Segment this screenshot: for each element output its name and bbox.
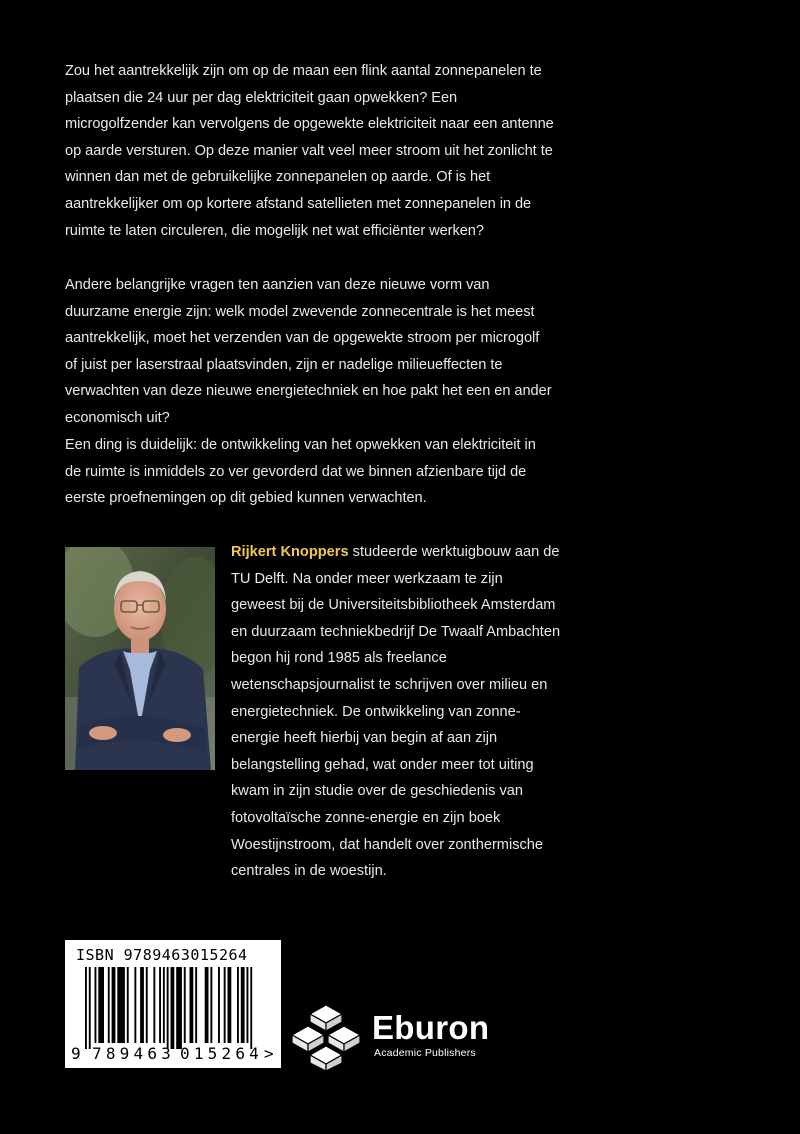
barcode-bar xyxy=(140,967,144,1043)
barcode-bar xyxy=(159,967,161,1043)
barcode-bar xyxy=(167,967,169,1049)
author-name: Rijkert Knoppers xyxy=(231,544,349,560)
barcode-bar xyxy=(218,967,220,1043)
intro-paragraph: Zou het aantrekkelijk zijn om op de maan een flink aantal zonnepanelen te plaatsen die 24 uur per dag elektriciteit gaan opwekken? Een microgolfzender kan vervolgens de opgewekte elektriciteit naar een antenne op aarde versturen. Op deze manier valt veel meer stroom uit het zonlicht te winnen dan met de gebruikelijke zonnepanelen op aarde. Of is het aantrekkelijker om op kortere afstand satellieten met zonnepanelen in de ruimte te laten circuleren, die mogelijk net wat efficiënter werken? xyxy=(65,63,554,239)
publisher-name: Eburon xyxy=(372,1009,490,1046)
author-bio xyxy=(231,539,561,885)
isbn-barcode xyxy=(65,940,281,1068)
barcode-bar xyxy=(85,967,87,1049)
barcode-bar xyxy=(184,967,186,1043)
barcode-bar xyxy=(117,967,125,1043)
eburon-logo-icon xyxy=(290,1002,362,1072)
barcode-digit-end: > xyxy=(264,1044,274,1063)
barcode-bar xyxy=(163,967,165,1043)
isbn-label: ISBN 9789463015264 xyxy=(76,946,248,964)
barcode-bar xyxy=(134,967,136,1043)
barcode-digit-group-2: 015264 xyxy=(180,1044,263,1063)
barcode-digits xyxy=(65,1044,281,1066)
publisher-subtitle: Academic Publishers xyxy=(374,1047,476,1059)
conclusion-paragraph: Een ding is duidelijk: de ontwikkeling van het opwekken van elektriciteit in de ruimte is inmiddels zo ver gevorderd dat we binnen afzienbare tijd de eerste proefnemingen op dit gebied kunnen verwachten. xyxy=(65,437,536,507)
barcode-bar xyxy=(190,967,194,1043)
author-bio-text: studeerde werktuigbouw aan de TU Delft. Na onder meer werkzaam te zijn geweest bij de Universiteitsbibliotheek Amsterdam en duurzaam techniekbedrijf De Twaalf Ambachten begon hij rond 1985 als freelance wetenschapsjournalist te schrijven over milieu en energietechniek. De ontwikkeling van zonne-energie heeft hierbij van begin af aan zijn belangstelling gehad, wat onder meer tot uiting kwam in zijn studie over de geschiedenis van fotovoltaïsche zonne-energie en zijn boek Woestijnstroom, dat handelt over zonthermische centrales in de woestijn. xyxy=(231,544,561,880)
barcode-bar xyxy=(210,967,212,1043)
barcode-bar xyxy=(228,967,232,1043)
barcode-bar xyxy=(241,967,245,1043)
barcode-bar xyxy=(247,967,249,1043)
barcode-bar xyxy=(171,967,175,1049)
barcode-bar xyxy=(95,967,97,1043)
barcode-bar xyxy=(108,967,110,1043)
author-photo xyxy=(65,547,215,770)
barcode-bar xyxy=(127,967,129,1043)
barcode-bar xyxy=(146,967,148,1043)
barcode-digit-first: 9 xyxy=(71,1044,81,1063)
barcode-bar xyxy=(237,967,239,1043)
barcode-bar xyxy=(195,967,197,1043)
barcode-bar xyxy=(112,967,116,1043)
barcode-bars xyxy=(65,967,281,1052)
barcode-bar xyxy=(224,967,226,1043)
barcode-bar xyxy=(205,967,209,1043)
barcode-bar xyxy=(176,967,182,1049)
barcode-bar xyxy=(250,967,252,1049)
barcode-bar xyxy=(153,967,155,1043)
barcode-bar xyxy=(89,967,91,1049)
barcode-bar xyxy=(98,967,104,1043)
questions-paragraph: Andere belangrijke vragen ten aanzien van deze nieuwe vorm van duurzame energie zijn: welk model zwevende zonnecentrale is het meest aantrekkelijk, moet het verzenden van de opgewekte stroom per microgolf of juist per laserstraal plaatsvinden, zijn er nadelige milieueffecten te verwachten van deze nieuwe energietechniek en hoe pakt het een en ander economisch uit? xyxy=(65,277,552,426)
barcode-digit-group-1: 789463 xyxy=(92,1044,175,1063)
